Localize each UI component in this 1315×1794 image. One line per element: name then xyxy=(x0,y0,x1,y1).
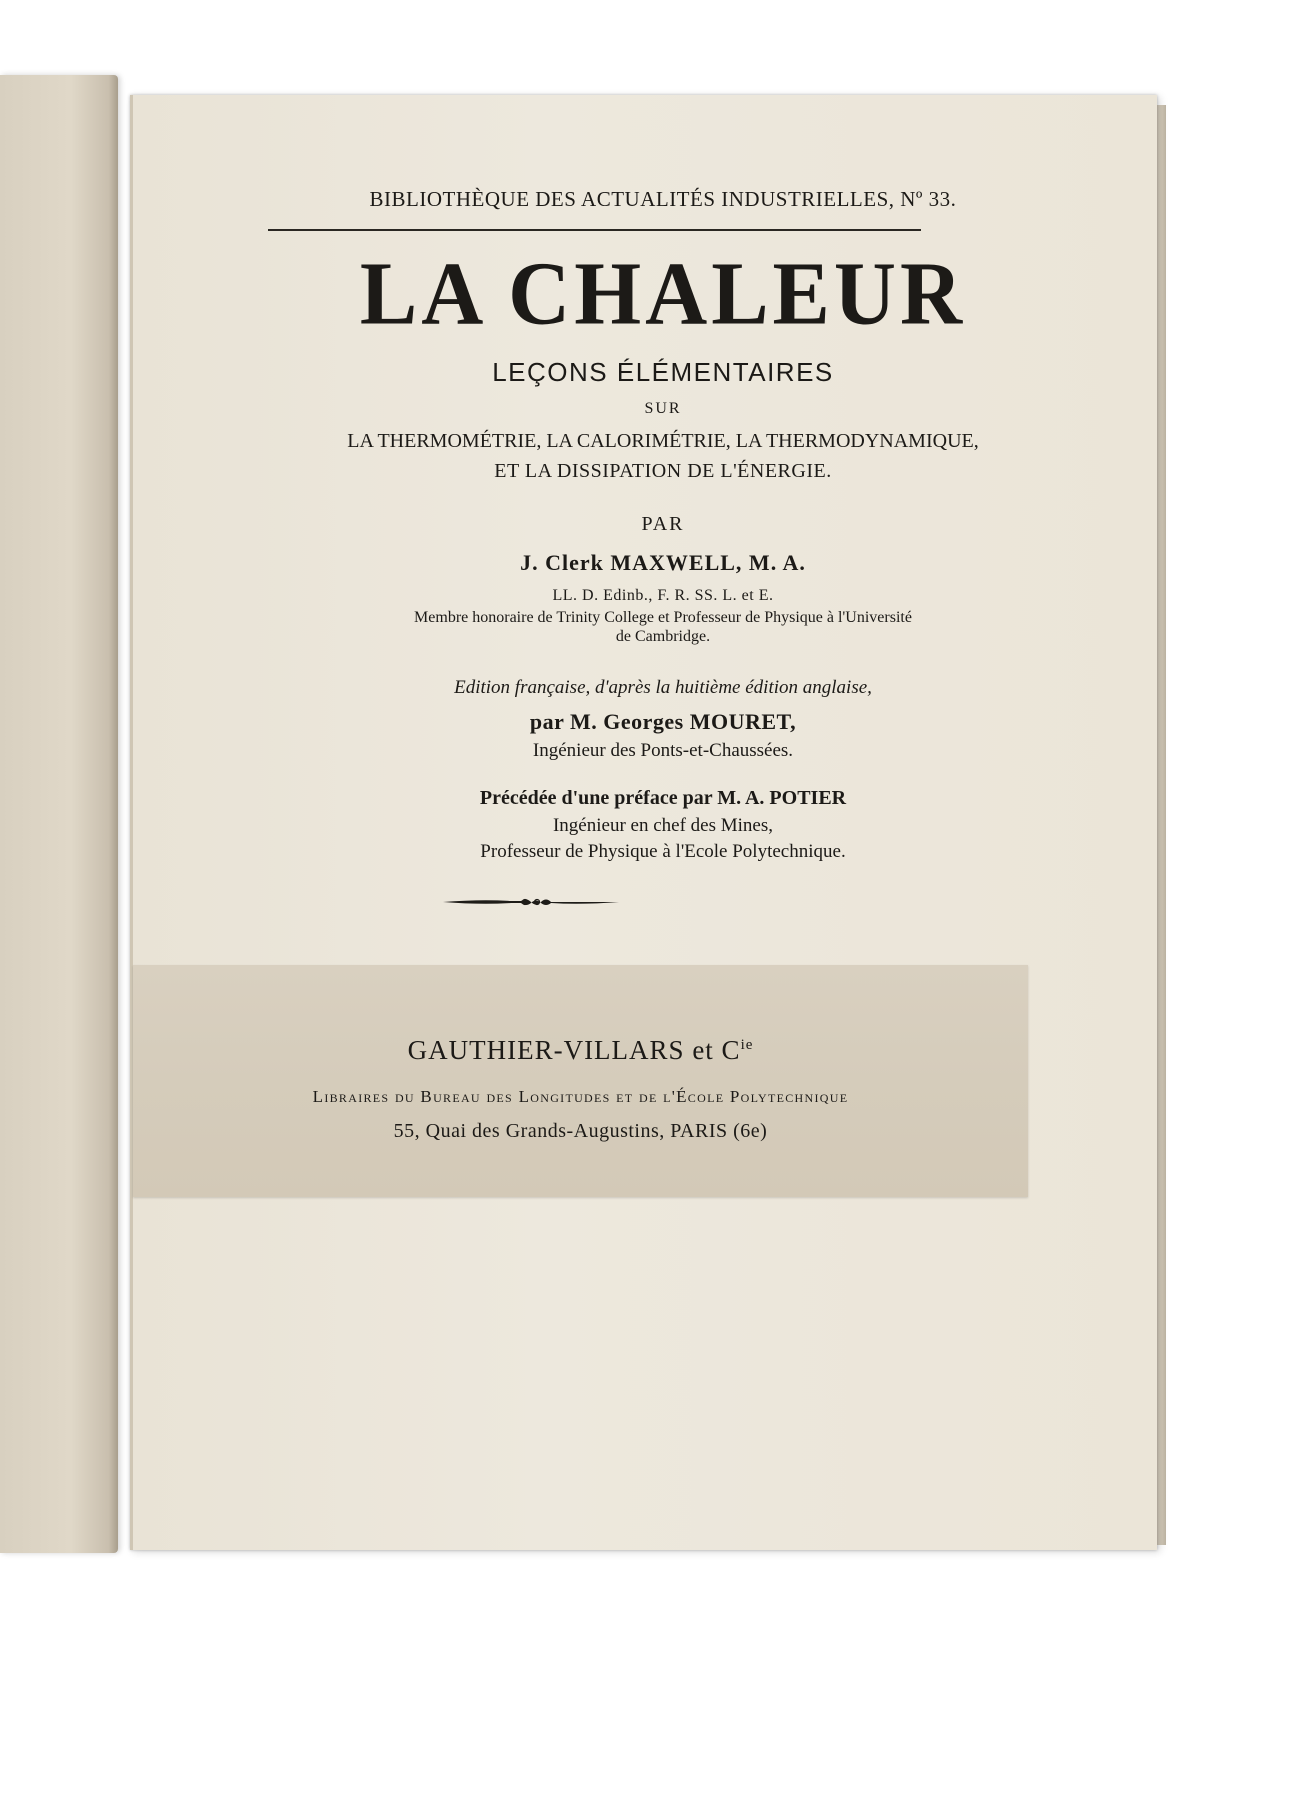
par-text: PAR xyxy=(641,513,685,535)
publisher-line2: Libraires du Bureau des Longitudes et de l'École Polytechnique xyxy=(312,1087,849,1106)
author-affiliation-line1: Membre honoraire de Trinity College et Professeur de Physique à l'Université xyxy=(414,609,912,626)
left-page xyxy=(0,75,118,1553)
series-title: BIBLIOTHÈQUE DES ACTUALITÉS INDUSTRIELLES, Nº 33. xyxy=(369,187,957,211)
ornament-divider xyxy=(441,893,621,911)
topics-line2: ET LA DISSIPATION DE L'ÉNERGIE. xyxy=(494,460,832,482)
author-name: J. Clerk MAXWELL, M. A. xyxy=(520,550,806,575)
publisher-name-text: GAUTHIER-VILLARS et C xyxy=(407,1035,741,1065)
author-affiliation-line2: de Cambridge. xyxy=(615,628,711,645)
title-page xyxy=(130,95,1157,1550)
preface-note: Précédée d'une préface par M. A. POTIER xyxy=(479,787,847,809)
translator-title: Ingénieur des Ponts-et-Chaussées. xyxy=(532,740,794,761)
book-subtitle: LEÇONS ÉLÉMENTAIRES xyxy=(492,357,834,387)
book-title: LA CHALEUR xyxy=(359,242,967,344)
publisher-name xyxy=(133,1035,1028,1066)
publisher-label xyxy=(133,965,1028,1197)
author-degrees: LL. D. Edinb., F. R. SS. L. et E. xyxy=(552,587,774,604)
preface-author-title2: Professeur de Physique à l'Ecole Polytechnique. xyxy=(480,841,846,862)
series-rule xyxy=(268,229,921,231)
publisher-sup: ie xyxy=(740,1037,754,1053)
sur-text: SUR xyxy=(644,400,682,417)
preface-author-title1: Ingénieur en chef des Mines, xyxy=(552,815,773,836)
publisher-address: 55, Quai des Grands-Augustins, PARIS (6e) xyxy=(393,1120,768,1142)
translator-name: par M. Georges MOURET, xyxy=(529,709,797,734)
topics-line1: LA THERMOMÉTRIE, LA CALORIMÉTRIE, LA THERMODYNAMIQUE, xyxy=(347,430,979,452)
edition-note: Edition française, d'après la huitième édition anglaise, xyxy=(454,677,872,698)
